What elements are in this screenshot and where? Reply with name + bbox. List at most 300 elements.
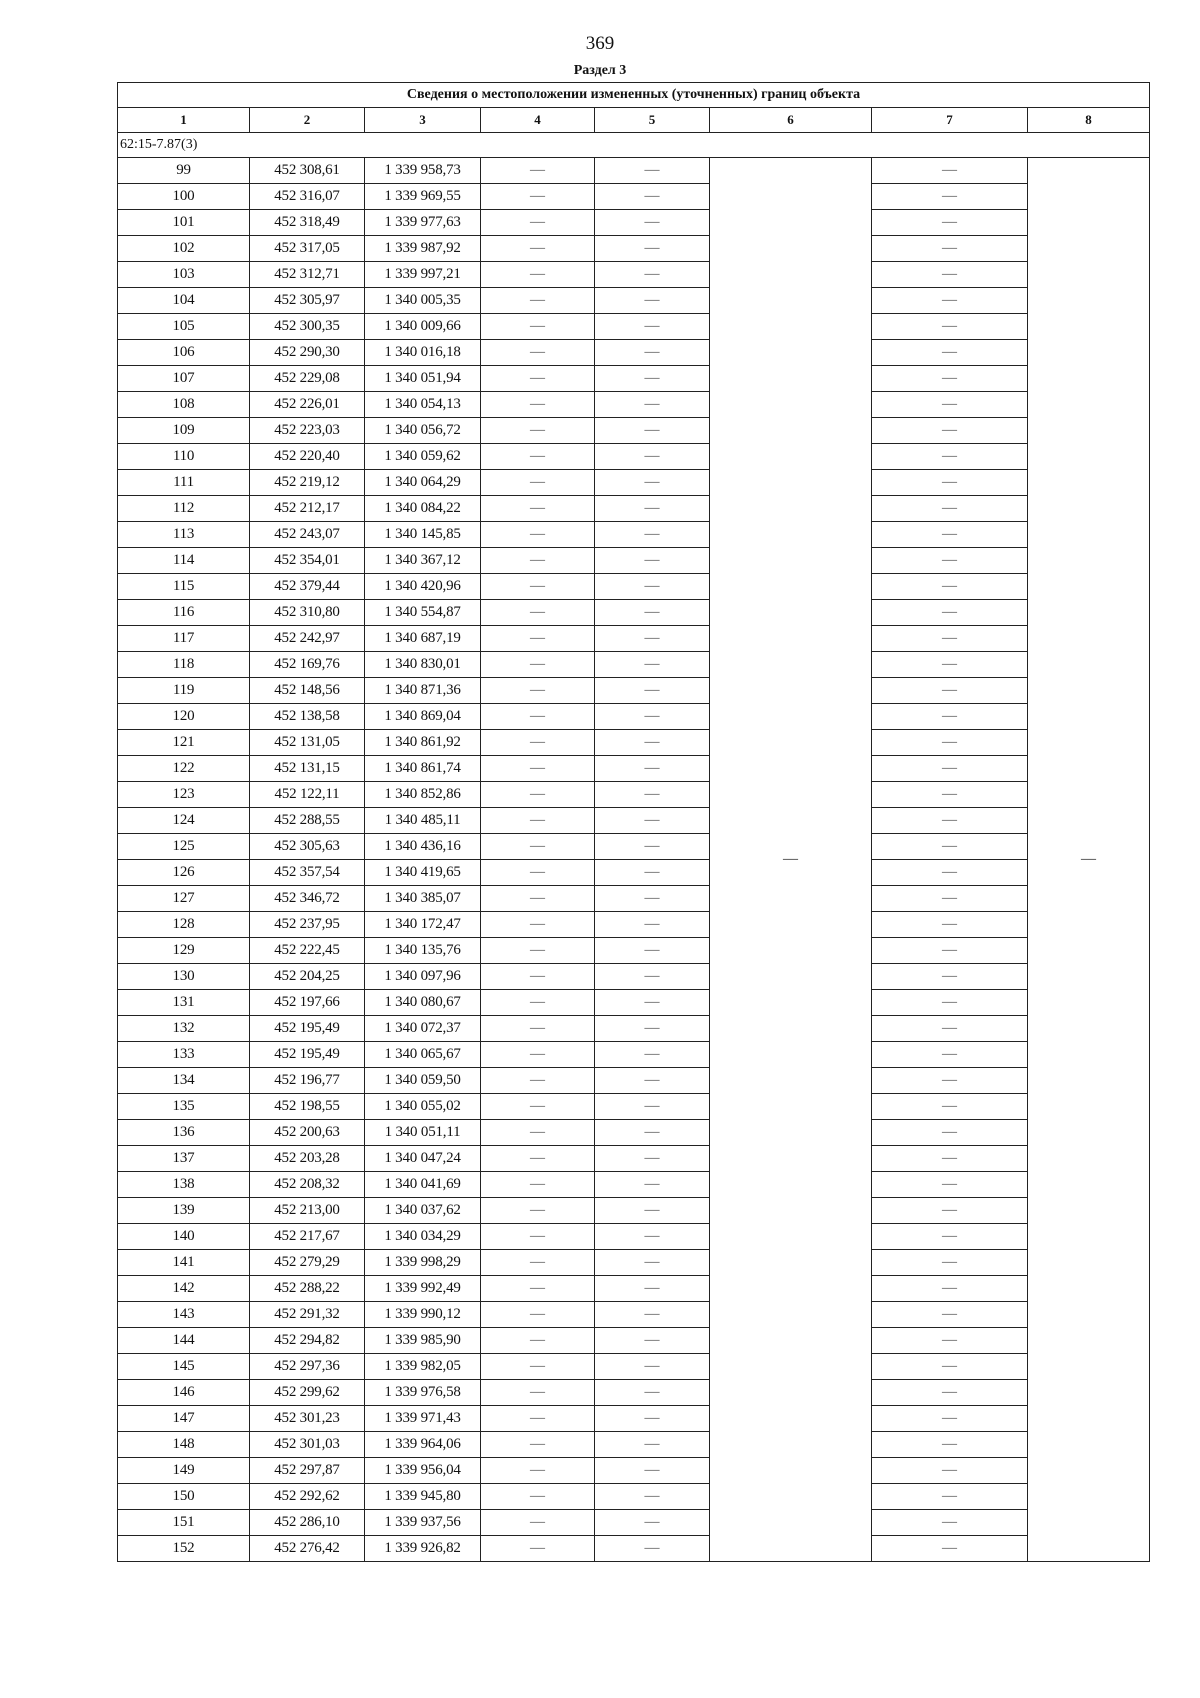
col4-dash-cell: — [481, 1380, 595, 1406]
x-coordinate-cell: 452 204,25 [250, 964, 365, 990]
y-coordinate-cell: 1 340 059,50 [365, 1068, 481, 1094]
x-coordinate-cell: 452 286,10 [250, 1510, 365, 1536]
col5-dash-cell: — [595, 886, 710, 912]
x-coordinate-cell: 452 138,58 [250, 704, 365, 730]
x-coordinate-cell: 452 131,05 [250, 730, 365, 756]
point-number-cell: 136 [118, 1120, 250, 1146]
table-row [118, 184, 1150, 210]
col4-dash-cell: — [481, 366, 595, 392]
point-number-cell: 102 [118, 236, 250, 262]
table-row [118, 366, 1150, 392]
col5-dash-cell: — [595, 1094, 710, 1120]
y-coordinate-cell: 1 340 871,36 [365, 678, 481, 704]
x-coordinate-cell: 452 148,56 [250, 678, 365, 704]
column-number-row [118, 108, 1150, 133]
x-coordinate-cell: 452 279,29 [250, 1250, 365, 1276]
col5-dash-cell: — [595, 548, 710, 574]
col7-dash-cell: — [872, 1536, 1028, 1562]
point-number-cell: 126 [118, 860, 250, 886]
col5-dash-cell: — [595, 1432, 710, 1458]
table-row [118, 522, 1150, 548]
col5-dash-cell: — [595, 1484, 710, 1510]
table-row [118, 548, 1150, 574]
y-coordinate-cell: 1 339 969,55 [365, 184, 481, 210]
table-row [118, 600, 1150, 626]
point-number-cell: 151 [118, 1510, 250, 1536]
col4-dash-cell: — [481, 496, 595, 522]
col4-dash-cell: — [481, 1276, 595, 1302]
y-coordinate-cell: 1 340 145,85 [365, 522, 481, 548]
col7-dash-cell: — [872, 782, 1028, 808]
y-coordinate-cell: 1 339 956,04 [365, 1458, 481, 1484]
y-coordinate-cell: 1 340 554,87 [365, 600, 481, 626]
col4-dash-cell: — [481, 964, 595, 990]
table-row [118, 704, 1150, 730]
point-number-cell: 105 [118, 314, 250, 340]
point-number-cell: 152 [118, 1536, 250, 1562]
col4-dash-cell: — [481, 1146, 595, 1172]
x-coordinate-cell: 452 222,45 [250, 938, 365, 964]
col7-dash-cell: — [872, 262, 1028, 288]
table-row [118, 1016, 1150, 1042]
x-coordinate-cell: 452 122,11 [250, 782, 365, 808]
point-number-cell: 111 [118, 470, 250, 496]
col5-dash-cell: — [595, 938, 710, 964]
col7-dash-cell: — [872, 184, 1028, 210]
point-number-cell: 131 [118, 990, 250, 1016]
col7-dash-cell: — [872, 678, 1028, 704]
x-coordinate-cell: 452 379,44 [250, 574, 365, 600]
x-coordinate-cell: 452 203,28 [250, 1146, 365, 1172]
y-coordinate-cell: 1 339 945,80 [365, 1484, 481, 1510]
table-row [118, 1380, 1150, 1406]
y-coordinate-cell: 1 339 992,49 [365, 1276, 481, 1302]
point-number-cell: 108 [118, 392, 250, 418]
col7-dash-cell: — [872, 574, 1028, 600]
col4-dash-cell: — [481, 1042, 595, 1068]
col4-dash-cell: — [481, 548, 595, 574]
table-body [118, 83, 1150, 1562]
y-coordinate-cell: 1 340 059,62 [365, 444, 481, 470]
point-number-cell: 106 [118, 340, 250, 366]
x-coordinate-cell: 452 292,62 [250, 1484, 365, 1510]
column-number-5: 5 [595, 108, 710, 133]
col5-dash-cell: — [595, 808, 710, 834]
point-number-cell: 118 [118, 652, 250, 678]
col6-merged-cell: — [710, 158, 872, 1562]
col5-dash-cell: — [595, 444, 710, 470]
col4-dash-cell: — [481, 1224, 595, 1250]
table-row [118, 1172, 1150, 1198]
y-coordinate-cell: 1 340 830,01 [365, 652, 481, 678]
table-row [118, 1120, 1150, 1146]
col4-dash-cell: — [481, 262, 595, 288]
point-number-cell: 117 [118, 626, 250, 652]
point-number-cell: 138 [118, 1172, 250, 1198]
col4-dash-cell: — [481, 1172, 595, 1198]
table-row [118, 886, 1150, 912]
column-number-7: 7 [872, 108, 1028, 133]
col7-dash-cell: — [872, 392, 1028, 418]
y-coordinate-cell: 1 340 172,47 [365, 912, 481, 938]
y-coordinate-cell: 1 340 852,86 [365, 782, 481, 808]
table-row [118, 730, 1150, 756]
col4-dash-cell: — [481, 626, 595, 652]
col7-dash-cell: — [872, 236, 1028, 262]
column-number-6: 6 [710, 108, 872, 133]
col4-dash-cell: — [481, 1068, 595, 1094]
y-coordinate-cell: 1 339 985,90 [365, 1328, 481, 1354]
point-number-cell: 113 [118, 522, 250, 548]
col4-dash-cell: — [481, 990, 595, 1016]
col5-dash-cell: — [595, 496, 710, 522]
col7-dash-cell: — [872, 418, 1028, 444]
y-coordinate-cell: 1 340 869,04 [365, 704, 481, 730]
x-coordinate-cell: 452 294,82 [250, 1328, 365, 1354]
point-number-cell: 122 [118, 756, 250, 782]
x-coordinate-cell: 452 212,17 [250, 496, 365, 522]
point-number-cell: 107 [118, 366, 250, 392]
col5-dash-cell: — [595, 288, 710, 314]
y-coordinate-cell: 1 339 958,73 [365, 158, 481, 184]
table-row [118, 1536, 1150, 1562]
x-coordinate-cell: 452 208,32 [250, 1172, 365, 1198]
col4-dash-cell: — [481, 1302, 595, 1328]
y-coordinate-cell: 1 339 977,63 [365, 210, 481, 236]
x-coordinate-cell: 452 220,40 [250, 444, 365, 470]
col5-dash-cell: — [595, 1458, 710, 1484]
y-coordinate-cell: 1 340 034,29 [365, 1224, 481, 1250]
col7-dash-cell: — [872, 600, 1028, 626]
y-coordinate-cell: 1 340 385,07 [365, 886, 481, 912]
point-number-cell: 139 [118, 1198, 250, 1224]
col4-dash-cell: — [481, 340, 595, 366]
y-coordinate-cell: 1 339 964,06 [365, 1432, 481, 1458]
col4-dash-cell: — [481, 1016, 595, 1042]
col4-dash-cell: — [481, 522, 595, 548]
x-coordinate-cell: 452 290,30 [250, 340, 365, 366]
col5-dash-cell: — [595, 756, 710, 782]
point-number-cell: 134 [118, 1068, 250, 1094]
table-row [118, 938, 1150, 964]
point-number-cell: 146 [118, 1380, 250, 1406]
column-number-4: 4 [481, 108, 595, 133]
y-coordinate-cell: 1 340 005,35 [365, 288, 481, 314]
y-coordinate-cell: 1 340 047,24 [365, 1146, 481, 1172]
point-number-cell: 125 [118, 834, 250, 860]
col5-dash-cell: — [595, 340, 710, 366]
table-row [118, 1068, 1150, 1094]
col4-dash-cell: — [481, 704, 595, 730]
x-coordinate-cell: 452 312,71 [250, 262, 365, 288]
x-coordinate-cell: 452 297,87 [250, 1458, 365, 1484]
x-coordinate-cell: 452 237,95 [250, 912, 365, 938]
x-coordinate-cell: 452 217,67 [250, 1224, 365, 1250]
y-coordinate-cell: 1 340 861,92 [365, 730, 481, 756]
col4-dash-cell: — [481, 1198, 595, 1224]
table-row [118, 912, 1150, 938]
col4-dash-cell: — [481, 1328, 595, 1354]
point-number-cell: 109 [118, 418, 250, 444]
x-coordinate-cell: 452 308,61 [250, 158, 365, 184]
col5-dash-cell: — [595, 782, 710, 808]
table-row [118, 1354, 1150, 1380]
col5-dash-cell: — [595, 314, 710, 340]
col4-dash-cell: — [481, 1484, 595, 1510]
x-coordinate-cell: 452 318,49 [250, 210, 365, 236]
x-coordinate-cell: 452 223,03 [250, 418, 365, 444]
table-row [118, 1484, 1150, 1510]
x-coordinate-cell: 452 195,49 [250, 1042, 365, 1068]
col7-dash-cell: — [872, 626, 1028, 652]
x-coordinate-cell: 452 196,77 [250, 1068, 365, 1094]
point-number-cell: 137 [118, 1146, 250, 1172]
point-number-cell: 121 [118, 730, 250, 756]
table-row [118, 1458, 1150, 1484]
col7-dash-cell: — [872, 548, 1028, 574]
x-coordinate-cell: 452 346,72 [250, 886, 365, 912]
col7-dash-cell: — [872, 470, 1028, 496]
y-coordinate-cell: 1 340 051,94 [365, 366, 481, 392]
table-row [118, 340, 1150, 366]
x-coordinate-cell: 452 354,01 [250, 548, 365, 574]
y-coordinate-cell: 1 340 084,22 [365, 496, 481, 522]
col4-dash-cell: — [481, 210, 595, 236]
col5-dash-cell: — [595, 574, 710, 600]
y-coordinate-cell: 1 340 420,96 [365, 574, 481, 600]
col5-dash-cell: — [595, 1302, 710, 1328]
col4-dash-cell: — [481, 1094, 595, 1120]
point-number-cell: 120 [118, 704, 250, 730]
table-row [118, 158, 1150, 184]
col7-dash-cell: — [872, 808, 1028, 834]
col7-dash-cell: — [872, 1146, 1028, 1172]
col5-dash-cell: — [595, 1016, 710, 1042]
point-number-cell: 116 [118, 600, 250, 626]
col7-dash-cell: — [872, 938, 1028, 964]
col7-dash-cell: — [872, 1250, 1028, 1276]
col5-dash-cell: — [595, 158, 710, 184]
col7-dash-cell: — [872, 1380, 1028, 1406]
point-number-cell: 141 [118, 1250, 250, 1276]
col5-dash-cell: — [595, 964, 710, 990]
point-number-cell: 142 [118, 1276, 250, 1302]
col7-dash-cell: — [872, 1224, 1028, 1250]
col7-dash-cell: — [872, 964, 1028, 990]
col5-dash-cell: — [595, 1536, 710, 1562]
col5-dash-cell: — [595, 1198, 710, 1224]
table-row [118, 1224, 1150, 1250]
col5-dash-cell: — [595, 1042, 710, 1068]
col7-dash-cell: — [872, 1432, 1028, 1458]
table-row [118, 652, 1150, 678]
col7-dash-cell: — [872, 314, 1028, 340]
x-coordinate-cell: 452 305,63 [250, 834, 365, 860]
col7-dash-cell: — [872, 1120, 1028, 1146]
table-row [118, 444, 1150, 470]
col5-dash-cell: — [595, 704, 710, 730]
x-coordinate-cell: 452 243,07 [250, 522, 365, 548]
x-coordinate-cell: 452 288,55 [250, 808, 365, 834]
x-coordinate-cell: 452 301,23 [250, 1406, 365, 1432]
y-coordinate-cell: 1 339 926,82 [365, 1536, 481, 1562]
col7-dash-cell: — [872, 1276, 1028, 1302]
y-coordinate-cell: 1 340 051,11 [365, 1120, 481, 1146]
table-caption-row [118, 83, 1150, 108]
col5-dash-cell: — [595, 652, 710, 678]
col7-dash-cell: — [872, 1458, 1028, 1484]
x-coordinate-cell: 452 226,01 [250, 392, 365, 418]
object-label: 62:15-7.87(3) [118, 133, 1150, 158]
point-number-cell: 114 [118, 548, 250, 574]
table-row [118, 210, 1150, 236]
col7-dash-cell: — [872, 1328, 1028, 1354]
point-number-cell: 115 [118, 574, 250, 600]
y-coordinate-cell: 1 340 419,65 [365, 860, 481, 886]
col5-dash-cell: — [595, 1406, 710, 1432]
col5-dash-cell: — [595, 912, 710, 938]
col5-dash-cell: — [595, 1250, 710, 1276]
col4-dash-cell: — [481, 236, 595, 262]
table-row [118, 626, 1150, 652]
x-coordinate-cell: 452 219,12 [250, 470, 365, 496]
col4-dash-cell: — [481, 1536, 595, 1562]
col5-dash-cell: — [595, 262, 710, 288]
point-number-cell: 100 [118, 184, 250, 210]
y-coordinate-cell: 1 340 037,62 [365, 1198, 481, 1224]
col7-dash-cell: — [872, 158, 1028, 184]
col7-dash-cell: — [872, 652, 1028, 678]
y-coordinate-cell: 1 340 016,18 [365, 340, 481, 366]
table-row [118, 990, 1150, 1016]
x-coordinate-cell: 452 305,97 [250, 288, 365, 314]
x-coordinate-cell: 452 301,03 [250, 1432, 365, 1458]
table-row [118, 1250, 1150, 1276]
col4-dash-cell: — [481, 730, 595, 756]
point-number-cell: 150 [118, 1484, 250, 1510]
col7-dash-cell: — [872, 990, 1028, 1016]
point-number-cell: 147 [118, 1406, 250, 1432]
table-row [118, 236, 1150, 262]
table-row [118, 964, 1150, 990]
point-number-cell: 123 [118, 782, 250, 808]
col4-dash-cell: — [481, 886, 595, 912]
point-number-cell: 128 [118, 912, 250, 938]
col5-dash-cell: — [595, 418, 710, 444]
y-coordinate-cell: 1 340 054,13 [365, 392, 481, 418]
coordinates-table [117, 82, 1150, 1562]
col5-dash-cell: — [595, 990, 710, 1016]
y-coordinate-cell: 1 340 055,02 [365, 1094, 481, 1120]
col4-dash-cell: — [481, 938, 595, 964]
col4-dash-cell: — [481, 600, 595, 626]
col5-dash-cell: — [595, 1354, 710, 1380]
x-coordinate-cell: 452 300,35 [250, 314, 365, 340]
col7-dash-cell: — [872, 756, 1028, 782]
col5-dash-cell: — [595, 1328, 710, 1354]
table-row [118, 496, 1150, 522]
x-coordinate-cell: 452 229,08 [250, 366, 365, 392]
table-row [118, 756, 1150, 782]
x-coordinate-cell: 452 317,05 [250, 236, 365, 262]
x-coordinate-cell: 452 195,49 [250, 1016, 365, 1042]
x-coordinate-cell: 452 299,62 [250, 1380, 365, 1406]
table-row [118, 860, 1150, 886]
y-coordinate-cell: 1 340 080,67 [365, 990, 481, 1016]
table-row [118, 808, 1150, 834]
table-row [118, 1510, 1150, 1536]
col7-dash-cell: — [872, 860, 1028, 886]
table-row [118, 1302, 1150, 1328]
col5-dash-cell: — [595, 392, 710, 418]
y-coordinate-cell: 1 339 990,12 [365, 1302, 481, 1328]
col7-dash-cell: — [872, 886, 1028, 912]
col5-dash-cell: — [595, 470, 710, 496]
col7-dash-cell: — [872, 1302, 1028, 1328]
point-number-cell: 148 [118, 1432, 250, 1458]
x-coordinate-cell: 452 198,55 [250, 1094, 365, 1120]
x-coordinate-cell: 452 297,36 [250, 1354, 365, 1380]
col7-dash-cell: — [872, 444, 1028, 470]
point-number-cell: 127 [118, 886, 250, 912]
col4-dash-cell: — [481, 288, 595, 314]
col4-dash-cell: — [481, 756, 595, 782]
x-coordinate-cell: 452 200,63 [250, 1120, 365, 1146]
col4-dash-cell: — [481, 1120, 595, 1146]
object-label-row [118, 133, 1150, 158]
col7-dash-cell: — [872, 1068, 1028, 1094]
col4-dash-cell: — [481, 574, 595, 600]
col7-dash-cell: — [872, 730, 1028, 756]
table-row [118, 782, 1150, 808]
x-coordinate-cell: 452 357,54 [250, 860, 365, 886]
point-number-cell: 143 [118, 1302, 250, 1328]
col5-dash-cell: — [595, 600, 710, 626]
col4-dash-cell: — [481, 678, 595, 704]
col4-dash-cell: — [481, 158, 595, 184]
table-row [118, 470, 1150, 496]
table-row [118, 1198, 1150, 1224]
table-row [118, 1094, 1150, 1120]
table-row [118, 288, 1150, 314]
col5-dash-cell: — [595, 626, 710, 652]
col7-dash-cell: — [872, 1198, 1028, 1224]
col4-dash-cell: — [481, 184, 595, 210]
table-row [118, 262, 1150, 288]
col5-dash-cell: — [595, 1068, 710, 1094]
col4-dash-cell: — [481, 392, 595, 418]
x-coordinate-cell: 452 242,97 [250, 626, 365, 652]
col5-dash-cell: — [595, 860, 710, 886]
point-number-cell: 130 [118, 964, 250, 990]
table-row [118, 1328, 1150, 1354]
col7-dash-cell: — [872, 834, 1028, 860]
col7-dash-cell: — [872, 1042, 1028, 1068]
col4-dash-cell: — [481, 418, 595, 444]
point-number-cell: 129 [118, 938, 250, 964]
y-coordinate-cell: 1 340 861,74 [365, 756, 481, 782]
table-row [118, 418, 1150, 444]
col7-dash-cell: — [872, 912, 1028, 938]
col4-dash-cell: — [481, 652, 595, 678]
table-row [118, 834, 1150, 860]
col7-dash-cell: — [872, 1016, 1028, 1042]
x-coordinate-cell: 452 310,80 [250, 600, 365, 626]
col5-dash-cell: — [595, 1224, 710, 1250]
x-coordinate-cell: 452 213,00 [250, 1198, 365, 1224]
table-caption: Сведения о местоположении измененных (уточненных) границ объекта [118, 83, 1150, 108]
y-coordinate-cell: 1 340 065,67 [365, 1042, 481, 1068]
